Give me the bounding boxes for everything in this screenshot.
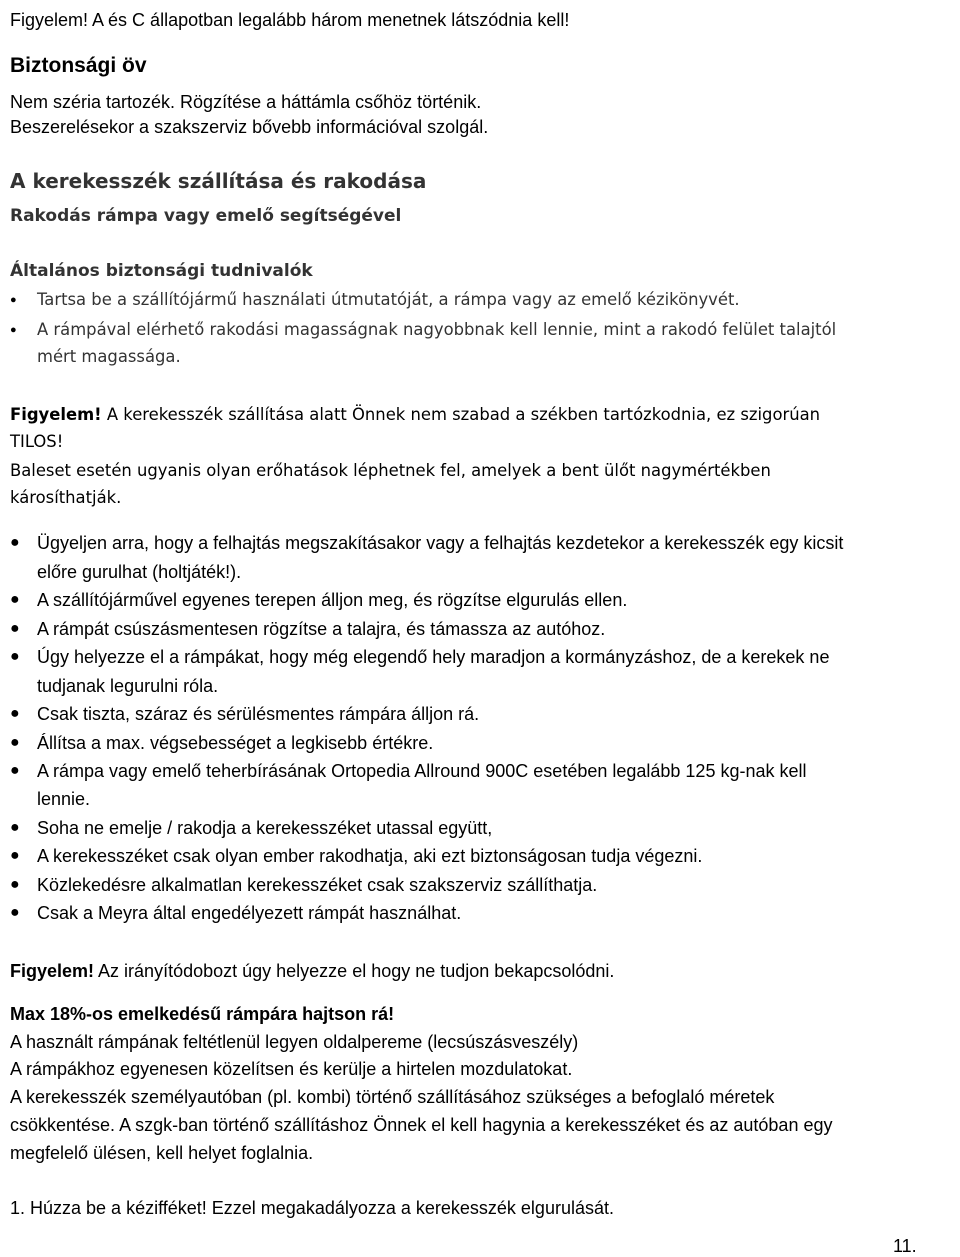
bullet-icon: ●: [10, 324, 17, 336]
bullet-10: Közlekedésre alkalmatlan kerekesszéket csak szakszerviz szállíthatja.: [37, 875, 598, 895]
bullet-1-line-1: Ügyeljen arra, hogy a felhajtás megszakításakor vagy a felhajtás kezdetekor a kerekesszék egy kicsit: [37, 533, 844, 553]
bullet-icon: ●: [10, 534, 20, 551]
page-number: 11.: [893, 1236, 917, 1256]
bullet-2: A szállítójárművel egyenes terepen álljon meg, és rögzítse elgurulás ellen.: [37, 590, 628, 610]
bullet-8: Soha ne emelje / rakodja a kerekesszéket utassal együtt,: [37, 818, 493, 838]
bullet-icon: ●: [10, 904, 20, 921]
bullet-9: A kerekesszéket csak olyan ember rakodhatja, aki ezt biztonságosan tudja végezni.: [37, 846, 703, 866]
bullet-7-line-1: A rámpa vagy emelő teherbírásának Ortopedia Allround 900C esetében legalább 125 kg-nak kell: [37, 761, 807, 781]
bullet-7-line-2: lennie.: [37, 789, 91, 809]
general-safety-heading: Általános biztonsági tudnivalók: [10, 261, 313, 281]
bullet-icon: ●: [10, 705, 20, 722]
bullet-icon: ●: [10, 762, 20, 779]
slope-line-1: A használt rámpának feltétlenül legyen oldalpereme (lecsúszásveszély): [10, 1032, 579, 1052]
transport-heading: A kerekesszék szállítása és rakodása: [10, 169, 427, 193]
warning-2-line-3: Baleset esetén ugyanis olyan erőhatások léphetnek fel, amelyek a bent ülőt nagymértékben: [10, 461, 771, 480]
bullet-4-line-2: tudjanak legurulni róla.: [37, 676, 219, 696]
bullet-icon: ●: [10, 819, 20, 836]
slope-line-5: megfelelő ülésen, kell helyet foglalnia.: [10, 1143, 314, 1163]
bullet-icon: ●: [10, 648, 20, 665]
general-bullet-1: Tartsa be a szállítójármű használati útmutatóját, a rámpa vagy az emelő kézikönyvét.: [37, 290, 740, 309]
warning-2-line-2: TILOS!: [10, 432, 64, 451]
slope-line-4: csökkentése. A szgk-ban történő szállításhoz Önnek el kell hagynia a kerekesszéket és az autóban egy: [10, 1115, 833, 1135]
warning-3: Figyelem! Az irányítódobozt úgy helyezze el hogy ne tudjon bekapcsolódni.: [10, 961, 615, 981]
bullet-3: A rámpát csúszásmentesen rögzítse a talajra, és támassza az autóhoz.: [37, 619, 606, 639]
top-warning: Figyelem! A és C állapotban legalább három menetnek látszódnia kell!: [10, 10, 570, 30]
warning-2-line-1: Figyelem! A kerekesszék szállítása alatt Önnek nem szabad a székben tartózkodnia, ez szigorúan: [10, 405, 821, 424]
warning-3-label: Figyelem!: [10, 961, 95, 981]
seatbelt-heading: Biztonsági öv: [10, 54, 147, 77]
bullet-5: Csak tiszta, száraz és sérülésmentes rámpára álljon rá.: [37, 704, 480, 724]
bullet-icon: ●: [10, 591, 20, 608]
bullet-1-line-2: előre gurulhat (holtjáték!).: [37, 562, 242, 582]
bullet-icon: ●: [10, 876, 20, 893]
warning-2-label: Figyelem!: [10, 405, 102, 424]
bullet-icon: ●: [10, 847, 20, 864]
bullet-icon: ●: [10, 734, 20, 751]
seatbelt-line-2: Beszerelésekor a szakszerviz bővebb információval szolgál.: [10, 117, 489, 137]
transport-subheading: Rakodás rámpa vagy emelő segítségével: [10, 206, 402, 226]
general-bullet-2-line-1: A rámpával elérhető rakodási magasságnak nagyobbnak kell lennie, mint a rakodó felület talajtól: [37, 320, 837, 339]
warning-2-line-4: károsíthatják.: [10, 488, 122, 507]
slope-line-2: A rámpákhoz egyenesen közelítsen és kerülje a hirtelen mozdulatokat.: [10, 1059, 573, 1079]
slope-heading: Max 18%-os emelkedésű rámpára hajtson rá!: [10, 1004, 395, 1024]
bullet-icon: ●: [10, 620, 20, 637]
bullet-6: Állítsa a max. végsebességet a legkisebb értékre.: [37, 733, 434, 753]
step-1: 1. Húzza be a kézifféket! Ezzel megakadályozza a kerekesszék elgurulását.: [10, 1198, 614, 1218]
general-bullet-2-line-2: mért magassága.: [37, 347, 181, 366]
bullet-icon: ●: [10, 294, 17, 306]
seatbelt-line-1: Nem széria tartozék. Rögzítése a háttámla csőhöz történik.: [10, 92, 482, 112]
bullet-11: Csak a Meyra által engedélyezett rámpát használhat.: [37, 903, 462, 923]
bullet-4-line-1: Úgy helyezze el a rámpákat, hogy még elegendő hely maradjon a kormányzáshoz, de a kerekek ne: [37, 647, 830, 667]
slope-line-3: A kerekesszék személyautóban (pl. kombi) történő szállításához szükséges a befoglaló méretek: [10, 1087, 775, 1107]
